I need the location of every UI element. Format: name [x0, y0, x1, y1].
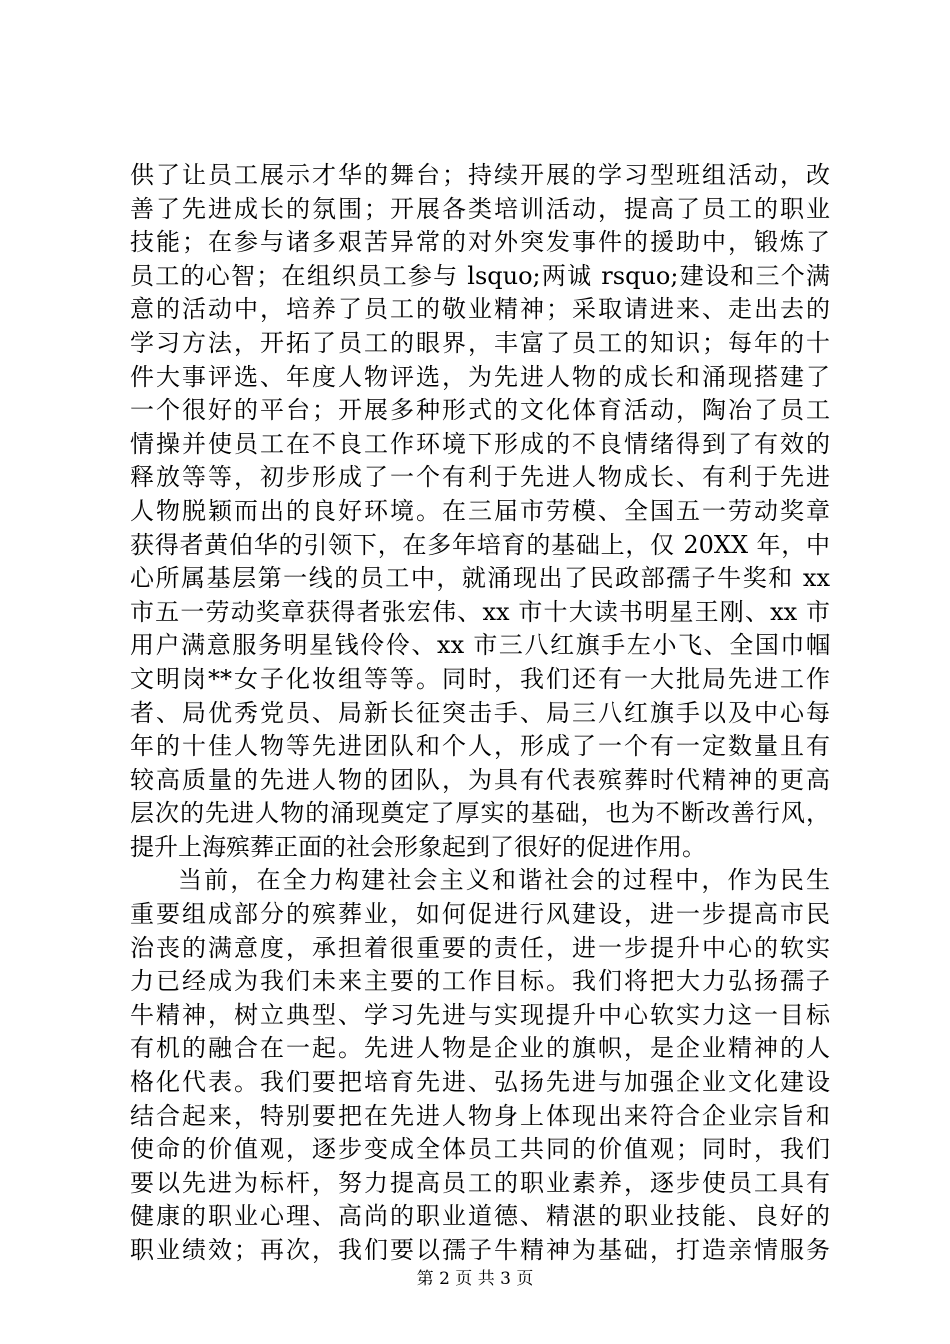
text-line: 获得者黄伯华的引领下，在多年培育的基础上，仅 20XX 年，中 [130, 530, 830, 559]
text-line: 结合起来，特别要把在先进人物身上体现出来符合企业宗旨和 [130, 1101, 830, 1130]
text-line: 格化代表。我们要把培育先进、弘扬先进与加强企业文化建设 [130, 1068, 830, 1097]
text-line: 当前，在全力构建社会主义和谐社会的过程中，作为民生 [178, 866, 830, 895]
text-line: 有机的融合在一起。先进人物是企业的旗帜，是企业精神的人 [130, 1034, 830, 1063]
text-line: 供了让员工展示才华的舞台；持续开展的学习型班组活动，改 [130, 161, 830, 189]
text-line: 提升上海殡葬正面的社会形象起到了很好的促进作用。 [130, 832, 706, 861]
body-text [130, 159, 830, 1268]
text-line: 人物脱颖而出的良好环境。在三届市劳模、全国五一劳动奖章 [130, 496, 830, 525]
text-line: 层次的先进人物的涌现奠定了厚实的基础，也为不断改善行风， [130, 799, 830, 828]
text-line: 牛精神，树立典型、学习先进与实现提升中心软实力这一目标 [130, 1000, 830, 1029]
text-line: 学习方法，开拓了员工的眼界，丰富了员工的知识；每年的十 [130, 328, 830, 357]
text-line: 年的十佳人物等先进团队和个人，形成了一个有一定数量且有 [130, 732, 830, 761]
text-line: 一个很好的平台；开展多种形式的文化体育活动，陶冶了员工 [130, 396, 830, 425]
text-line: 用户满意服务明星钱伶伶、xx 市三八红旗手左小飞、全国巾帼 [130, 631, 830, 660]
text-line: 员工的心智；在组织员工参与 lsquo;两诚 rsquo;建设和三个满 [130, 261, 830, 290]
text-line: 要以先进为标杆，努力提高员工的职业素养，逐步使员工具有 [130, 1168, 830, 1197]
text-line: 技能；在参与诸多艰苦异常的对外突发事件的援助中，锻炼了 [130, 228, 830, 257]
page-number: 第 2 页 共 3 页 [416, 1269, 534, 1289]
text-line: 者、局优秀党员、局新长征突击手、局三八红旗手以及中心每 [130, 698, 830, 727]
text-line: 意的活动中，培养了员工的敬业精神；采取请进来、走出去的 [130, 295, 830, 324]
page-footer [0, 1268, 950, 1290]
text-line: 职业绩效；再次，我们要以孺子牛精神为基础，打造亲情服务 [130, 1236, 830, 1264]
text-line: 力已经成为我们未来主要的工作目标。我们将把大力弘扬孺子 [130, 967, 830, 996]
text-line: 市五一劳动奖章获得者张宏伟、xx 市十大读书明星王刚、xx 市 [130, 597, 830, 626]
text-line: 治丧的满意度，承担着很重要的责任，进一步提升中心的软实 [130, 933, 830, 962]
text-line: 善了先进成长的氛围；开展各类培训活动，提高了员工的职业 [130, 194, 830, 223]
text-line: 释放等等，初步形成了一个有利于先进人物成长、有利于先进 [130, 463, 830, 492]
text-line: 重要组成部分的殡葬业，如何促进行风建设，进一步提高市民 [130, 900, 830, 929]
text-line: 使命的价值观，逐步变成全体员工共同的价值观；同时，我们 [130, 1135, 830, 1164]
text-line: 健康的职业心理、高尚的职业道德、精湛的职业技能、良好的 [130, 1202, 830, 1231]
text-line: 情操并使员工在不良工作环境下形成的不良情绪得到了有效的 [130, 429, 830, 458]
text-line: 件大事评选、年度人物评选，为先进人物的成长和涌现搭建了 [130, 362, 830, 391]
text-line: 文明岗**女子化妆组等等。同时，我们还有一大批局先进工作 [130, 664, 830, 693]
text-line: 较高质量的先进人物的团队，为具有代表殡葬时代精神的更高 [130, 765, 830, 794]
text-line: 心所属基层第一线的员工中，就涌现出了民政部孺子牛奖和 xx [130, 564, 830, 593]
